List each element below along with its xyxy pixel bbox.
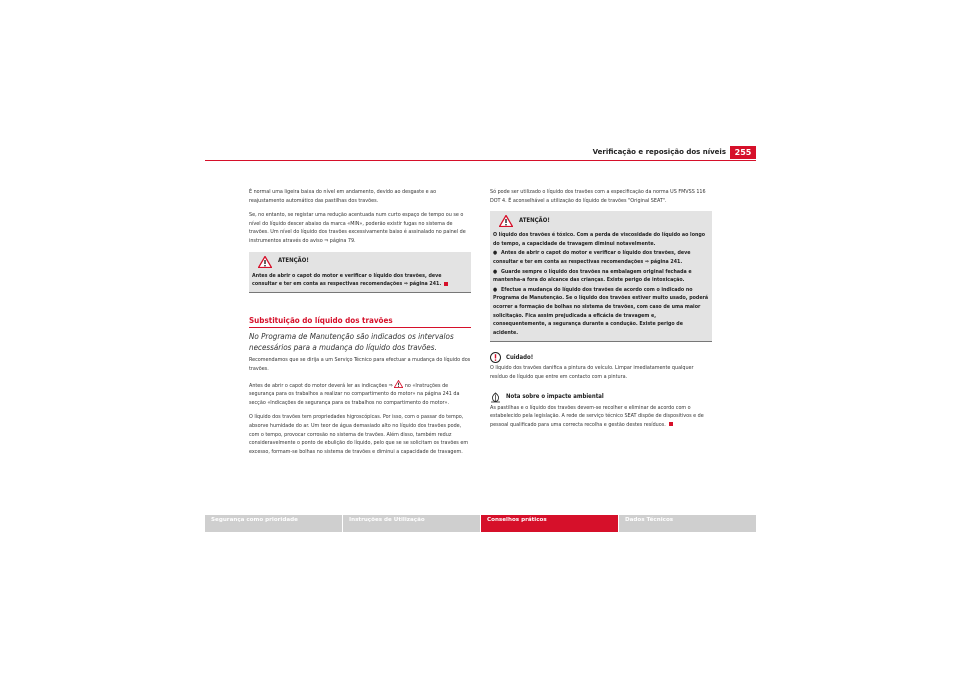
caution-title: Cuidado! [506,353,534,361]
environment-heading [490,392,712,403]
paragraph-part: Antes de abrir o capot do motor deverá ler as indicações ⇒ [249,382,393,389]
paragraph: Se, no entanto, se registar uma redução acentuada num curto espaço de tempo ou se o nível do líquido descer abaixo da marca «MIN», poderão existir fugas no sistema de travões. Um nível do líquido dos travões excessivamente baixo é assinalado no painel de instrumentos através do aviso ⇒ página 79. [249,212,466,244]
end-mark-icon [669,422,673,426]
right-column [490,188,712,435]
footer-tab-safety[interactable]: Segurança como prioridade [205,515,342,532]
paragraph: É normal uma ligeira baixa do nível em andamento, devido ao desgaste e ao reajustamento automático das pastilhas dos travões. [249,189,437,204]
environment-text [490,404,712,430]
bullet-icon: ● [493,268,498,275]
warning-title: ATENÇÃO! [278,257,309,265]
warning-box [490,211,712,342]
footer-tab-practical-tips[interactable]: Conselhos práticos [481,515,618,532]
bullet-icon: ● [493,250,498,257]
footer-tab-operating-instructions[interactable]: Instruções de Utilização [343,515,480,532]
warning-box [249,252,471,293]
warning-bullet-text: Efectue a mudança do líquido dos travões de acordo com o indicado no Programa de Manutenção. Se o líquido dos travões estiver muito usado, poderá ocorrer a formação de bolhas no sistema de travões, com caso de uma maior solicitação. Fica assim prejudicada a eficácia de travagem e, consequentemente, a segurança durante a condução. Existe perigo de acidente. [493,286,709,336]
paragraph [249,380,471,408]
page-header [205,146,756,158]
environment-body: As pastilhas e o líquido dos travões devem-se recolher e eliminar de acordo com o estabelecido pela legislação. A rede de serviço técnico SEAT dispõe de dispositivos e de pessoal qualificado para uma correcta recolha e gestão destes resíduos. [490,404,704,428]
warning-intro: O líquido dos travões é tóxico. Com a perda de viscosidade do líquido ao longo do tempo, a capacidade de travagem diminui notavelmente. [493,232,706,247]
warning-bullet [493,286,709,338]
caution-heading [490,352,712,363]
header-title: Verificação e reposição dos níveis [592,148,726,156]
caution-icon [490,352,501,363]
warning-bullet [493,268,709,285]
left-column [249,188,471,462]
warning-text: Antes de abrir o capot do motor e verificar o líquido dos travões, deve consultar e ter em conta as respectivas recomendações ⇒ página 241. [252,272,442,288]
caution-text: O líquido dos travões danifica a pintura do veículo. Limpar imediatamente qualquer resíduo de líquido que entre em contacto com a pintura. [490,365,694,380]
section-title: Substituição do líquido dos travões [249,317,471,329]
footer-tab-technical-data[interactable]: Dados Técnicos [619,515,756,532]
paragraph: O líquido dos travões tem propriedades higroscópicas. Por isso, com o passar do tempo, absorve humidade do ar. Um teor de água demasiado alto no líquido dos travões pode, com o tempo, provocar corrosão no sistema de travões. Além disso, também reduz consideravelmente o ponto de ebulição do líquido, pelo que se se solicitam os travões em excesso, formam-se bolhas no sistema de travões e diminui a capacidade de travagem. [249,414,469,455]
environment-icon [490,392,501,403]
footer-nav [205,515,756,532]
environment-title: Nota sobre o impacte ambiental [506,392,604,400]
paragraph: Só pode ser utilizado o líquido dos travões com a especificação da norma US FMVSS 116 DOT 4. É aconselhável a utilização do líquido de travões "Original SEAT". [490,189,706,204]
warning-title: ATENÇÃO! [519,216,550,224]
warning-triangle-icon [394,380,403,388]
warning-triangle-icon [258,256,272,268]
section-subtitle: No Programa de Manutenção são indicados os intervalos necessários para a mudança do líquido dos travões. [249,332,454,352]
warning-triangle-icon [499,215,513,227]
warning-bullet-text: Antes de abrir o capot do motor e verificar o líquido dos travões, deve consultar e ter em conta as respectivas recomendações ⇒ página 241. [493,250,691,265]
end-mark-icon [444,282,448,286]
paragraph: Recomendamos que se dirija a um Serviço Técnico para efectuar a mudança do líquido dos travões. [249,357,471,372]
header-divider [205,160,756,161]
page-number: 255 [730,146,756,159]
warning-bullet [493,249,709,266]
paragraph-part: no «Instruções de segurança para os trabalhos a realizar no compartimento do motor» na página 241 da secção «Indicações de segurança para os trabalhos no compartimento do motor». [249,382,460,406]
warning-bullet-text: Guarde sempre o líquido dos travões na embalagem original fechada e mantenha-a fora do alcance das crianças. Existe perigo de intoxicação. [493,268,692,284]
bullet-icon: ● [493,286,498,293]
